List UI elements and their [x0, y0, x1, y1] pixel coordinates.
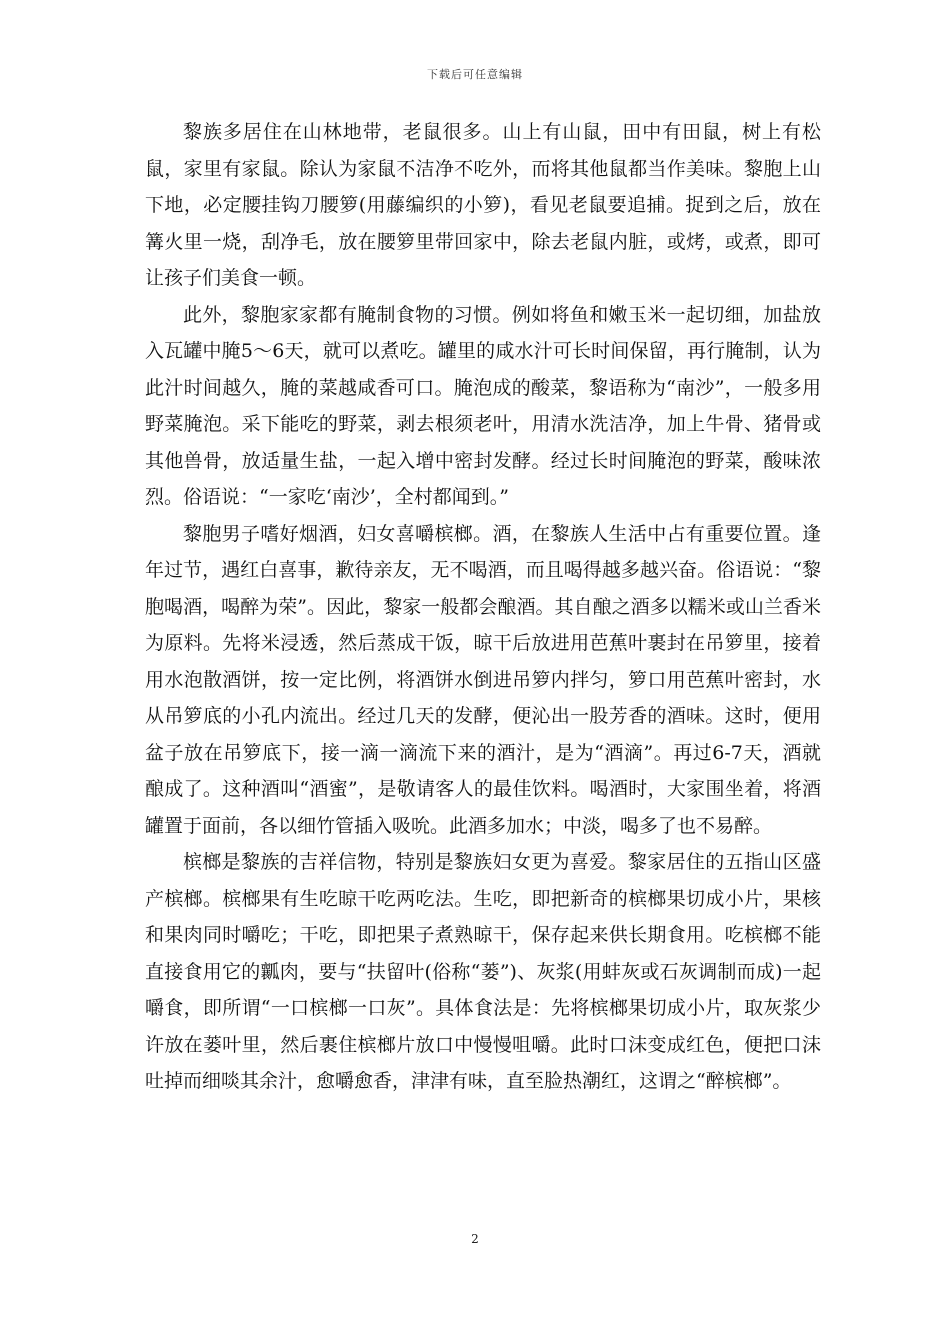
- page-number: 2: [471, 1232, 479, 1246]
- paragraph-rats: 黎族多居住在山林地带，老鼠很多。山上有山鼠，田中有田鼠，树上有松鼠，家里有家鼠。除认为家鼠不洁净不吃外，而将其他鼠都当作美味。黎胞上山下地，必定腰挂钩刀腰箩(用藤编织的小箩)，看见老鼠要追捕。捉到之后，放在篝火里一烧，刮净毛，放在腰箩里带回家中，除去老鼠内脏，或烤，或煮，即可让孩子们美食一顿。: [145, 121, 821, 289]
- page-header: 下载后可任意编辑: [427, 68, 523, 81]
- document-body: [145, 114, 821, 1100]
- paragraph-wine: 黎胞男子嗜好烟酒，妇女喜嚼槟榔。酒，在黎族人生活中占有重要位置。逢年过节，遇红白喜事，歉待亲友，无不喝酒，而且喝得越多越兴奋。俗语说：“黎胞喝酒，喝醉为荣”。因此，黎家一般都会酿酒。其自酿之酒多以糯米或山兰香米为原料。先将米浸透，然后蒸成干饭，晾干后放进用芭蕉叶裹封在吊箩里，接着用水泡散酒饼，按一定比例，将酒饼水倒进吊箩内拌匀，箩口用芭蕉叶密封，水从吊箩底的小孔内流出。经过几天的发酵，便沁出一股芳香的酒味。这时，便用盆子放在吊箩底下，接一滴一滴流下来的酒汁，是为“酒滴”。再过6-7天，酒就酿成了。这种酒叫“酒蜜”，是敬请客人的最佳饮料。喝酒时，大家围坐着，将酒罐置于面前，各以细竹管插入吸吮。此酒多加水；中淡，喝多了也不易醉。: [145, 522, 821, 837]
- paragraph-betel-nut: 槟榔是黎族的吉祥信物，特别是黎族妇女更为喜爱。黎家居住的五指山区盛产槟榔。槟榔果有生吃晾干吃两吃法。生吃，即把新奇的槟榔果切成小片，果核和果肉同时嚼吃；干吃，即把果子煮熟晾干，保存起来供长期食用。吃槟榔不能直接食用它的瓤肉，要与“扶留叶(俗称“蒌”)、灰浆(用蚌灰或石灰调制而成)一起嚼食，即所谓“一口槟榔一口灰”。具体食法是：先将槟榔果切成小片，取灰浆少许放在蒌叶里，然后裹住槟榔片放口中慢慢咀嚼。此时口沫变成红色，便把口沫吐掉而细啖其余汁，愈嚼愈香，津津有味，直至脸热潮红，这谓之“醉槟榔”。: [145, 851, 821, 1092]
- paragraph-pickling: 此外，黎胞家家都有腌制食物的习惯。例如将鱼和嫩玉米一起切细，加盐放入瓦罐中腌5～6天，就可以煮吃。罐里的咸水汁可长时间保留，再行腌制，认为此汁时间越久，腌的菜越咸香可口。腌泡成的酸菜，黎语称为“南沙”，一般多用野菜腌泡。采下能吃的野菜，剥去根须老叶，用清水洗洁净，加上牛骨、猪骨或其他兽骨，放适量生盐，一起入增中密封发酵。经过长时间腌泡的野菜，酸味浓烈。俗语说：“一家吃‘南沙’，全村都闻到。”: [145, 303, 821, 508]
